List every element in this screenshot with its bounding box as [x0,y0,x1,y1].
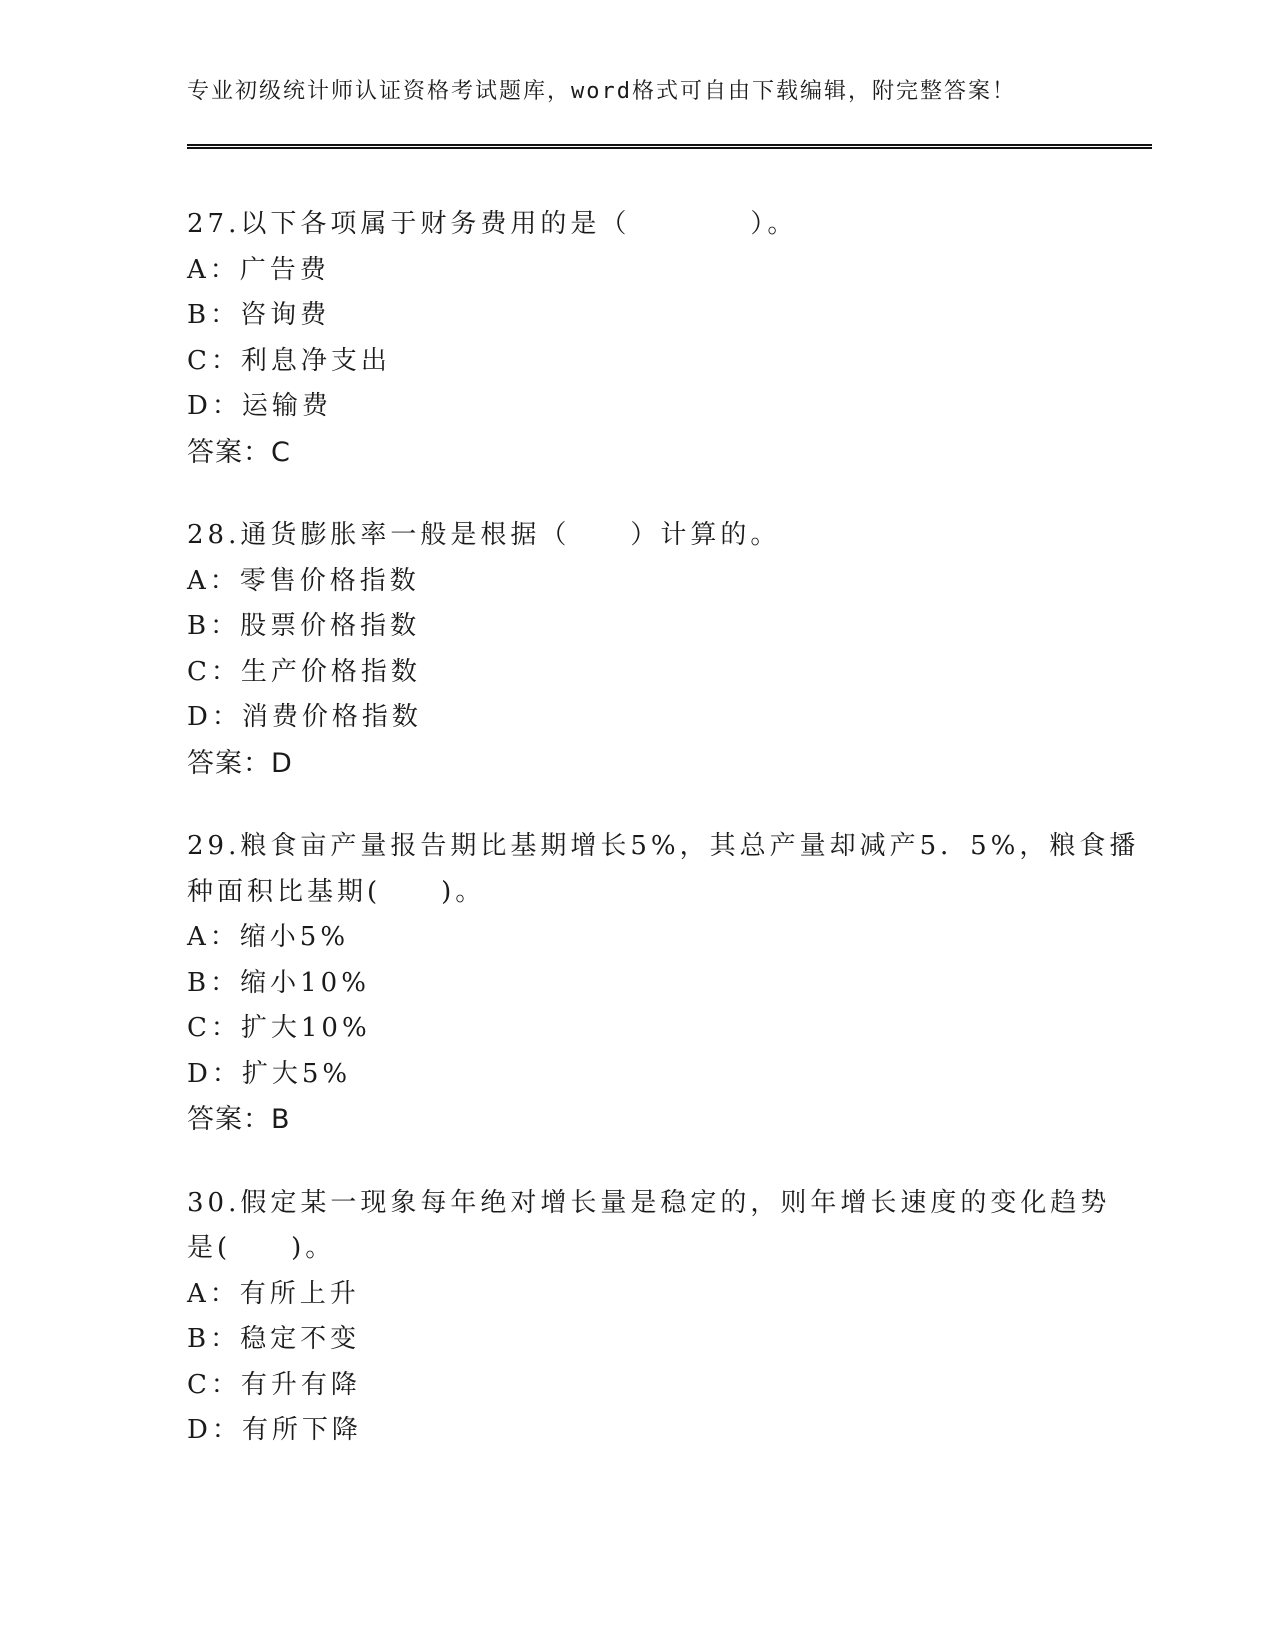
question-stem-continued: 是( )。 [187,1233,336,1263]
option-b: B：稳定不变 [187,1324,361,1354]
option-c: C：利息净支出 [187,345,391,376]
question-29 [187,824,1140,1143]
question-stem: 28.通货膨胀率一般是根据（ ）计算的。 [187,520,781,550]
option-a: A：有所上升 [187,1278,360,1309]
answer-text: 答案：D [187,747,293,779]
question-28 [187,513,1087,786]
question-stem: 29.粮食亩产量报告期比基期增长5%，其总产量却减产5．5%，粮食播 [187,831,1140,861]
option-b: B：咨询费 [187,300,331,330]
answer-text: 答案：B [187,1104,291,1135]
option-d: D：扩大5% [187,1058,352,1089]
question-stem-continued: 种面积比基期( )。 [187,876,486,907]
option-a: A：广告费 [187,254,330,285]
header-divider [187,144,1152,149]
option-c: C：生产价格指数 [187,656,421,687]
option-c: C：扩大10% [187,1013,371,1043]
option-d: D：运输费 [187,391,332,421]
question-stem: 27.以下各项属于财务费用的是（ ）。 [187,209,798,239]
option-d: D：消费价格指数 [187,702,422,732]
answer-text: 答案：C [187,436,291,468]
question-27 [187,202,1087,475]
option-a: A：零售价格指数 [187,565,420,596]
question-stem: 30.假定某一现象每年绝对增长量是稳定的，则年增长速度的变化趋势 [187,1187,1111,1218]
option-c: C：有升有降 [187,1369,361,1400]
option-b: B：缩小10% [187,967,370,998]
option-a: A：缩小5% [187,922,350,952]
question-list [187,202,1140,1492]
option-d: D：有所下降 [187,1415,362,1445]
option-b: B：股票价格指数 [187,611,421,641]
question-30 [187,1181,1111,1454]
page-header: 专业初级统计师认证资格考试题库，word格式可自由下载编辑，附完整答案！ [187,79,1016,104]
